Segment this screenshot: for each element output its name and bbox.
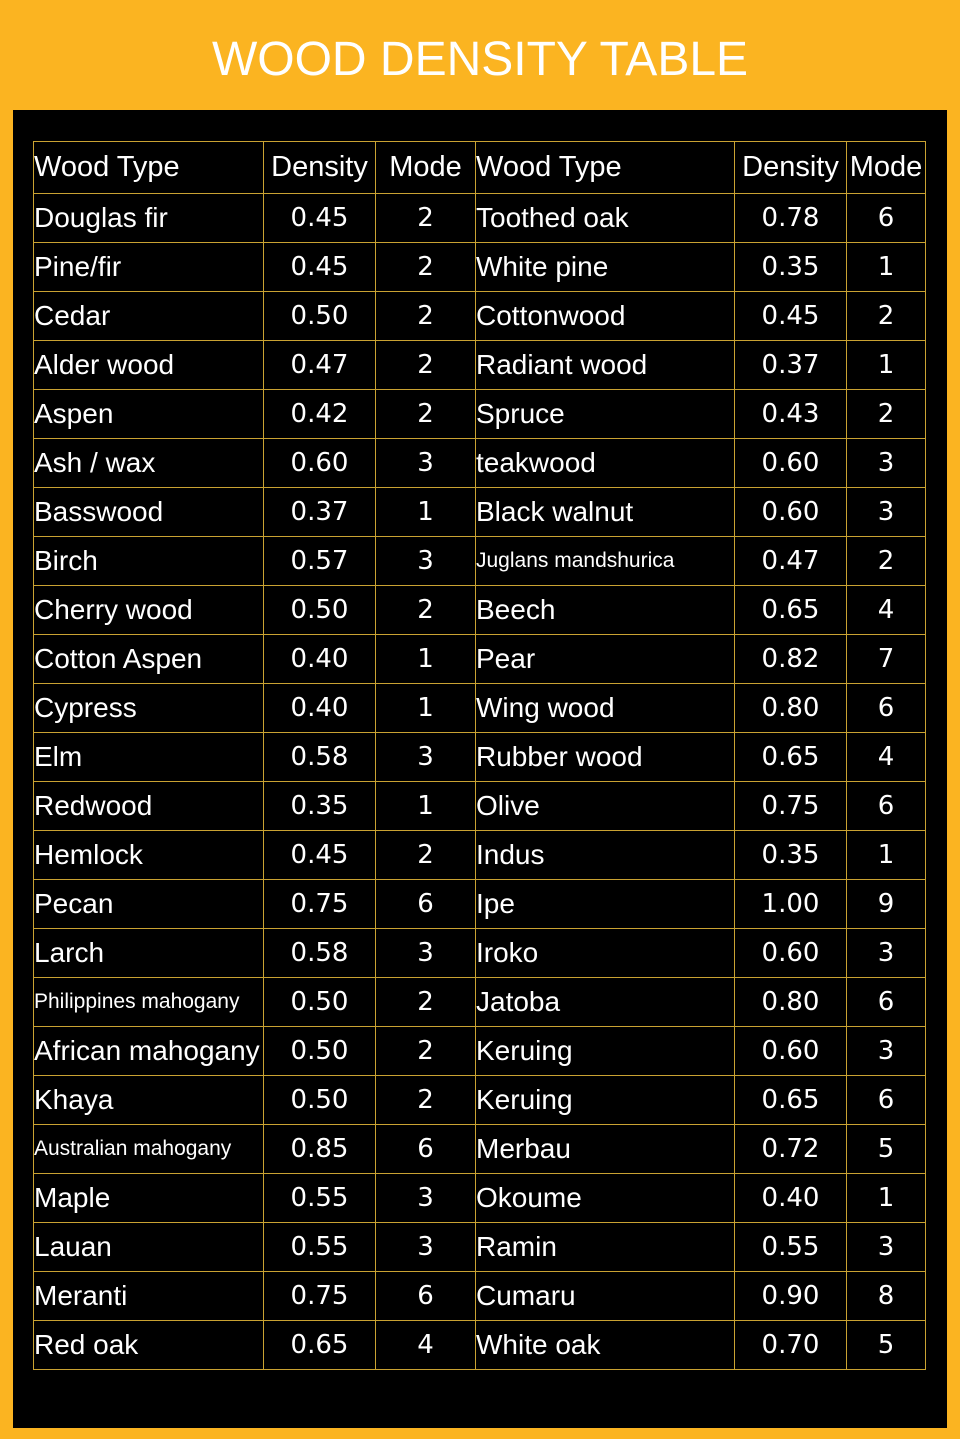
wood-type-cell: Philippines mahogany [34, 978, 264, 1027]
mode-cell: 2 [376, 341, 476, 390]
mode-cell: 6 [847, 978, 926, 1027]
header-mode: Mode [847, 142, 926, 194]
density-cell: 0.35 [735, 831, 847, 880]
mode-cell: 1 [847, 341, 926, 390]
density-cell: 0.57 [264, 537, 376, 586]
wood-type-cell: Cottonwood [476, 292, 735, 341]
mode-cell: 1 [847, 831, 926, 880]
table-row [34, 978, 926, 1027]
density-cell: 0.80 [735, 978, 847, 1027]
mode-cell: 2 [376, 243, 476, 292]
table-row [34, 733, 926, 782]
mode-cell: 3 [376, 929, 476, 978]
mode-cell: 3 [847, 439, 926, 488]
wood-density-table [33, 141, 926, 1370]
wood-type-cell: Alder wood [34, 341, 264, 390]
wood-type-cell: Pine/fir [34, 243, 264, 292]
wood-type-cell: Cotton Aspen [34, 635, 264, 684]
mode-cell: 1 [847, 1174, 926, 1223]
density-cell: 0.90 [735, 1272, 847, 1321]
table-row [34, 1272, 926, 1321]
wood-type-cell: Larch [34, 929, 264, 978]
density-cell: 0.60 [735, 488, 847, 537]
header-wood-type: Wood Type [34, 142, 264, 194]
mode-cell: 2 [847, 537, 926, 586]
mode-cell: 2 [847, 292, 926, 341]
wood-type-cell: Olive [476, 782, 735, 831]
mode-cell: 6 [376, 1125, 476, 1174]
mode-cell: 3 [847, 488, 926, 537]
density-cell: 0.50 [264, 1076, 376, 1125]
density-cell: 0.82 [735, 635, 847, 684]
header-mode: Mode [376, 142, 476, 194]
table-row [34, 929, 926, 978]
wood-type-cell: Basswood [34, 488, 264, 537]
wood-type-cell: Maple [34, 1174, 264, 1223]
header-density: Density [264, 142, 376, 194]
density-cell: 0.58 [264, 733, 376, 782]
table-row [34, 1027, 926, 1076]
wood-type-cell: Pecan [34, 880, 264, 929]
wood-type-cell: Meranti [34, 1272, 264, 1321]
mode-cell: 6 [847, 782, 926, 831]
density-cell: 0.65 [735, 1076, 847, 1125]
density-cell: 0.70 [735, 1321, 847, 1370]
mode-cell: 1 [376, 635, 476, 684]
density-cell: 0.45 [264, 243, 376, 292]
density-cell: 0.60 [735, 439, 847, 488]
density-cell: 0.75 [264, 880, 376, 929]
wood-type-cell: Cypress [34, 684, 264, 733]
mode-cell: 3 [847, 929, 926, 978]
density-cell: 0.80 [735, 684, 847, 733]
wood-type-cell: Cedar [34, 292, 264, 341]
wood-type-cell: Ramin [476, 1223, 735, 1272]
density-cell: 0.42 [264, 390, 376, 439]
wood-type-cell: Australian mahogany [34, 1125, 264, 1174]
mode-cell: 1 [376, 782, 476, 831]
mode-cell: 4 [847, 733, 926, 782]
wood-type-cell: Birch [34, 537, 264, 586]
density-cell: 0.45 [735, 292, 847, 341]
wood-type-cell: Keruing [476, 1027, 735, 1076]
table-row [34, 586, 926, 635]
density-cell: 0.35 [264, 782, 376, 831]
page-title: WOOD DENSITY TABLE [211, 33, 749, 86]
wood-type-cell: Red oak [34, 1321, 264, 1370]
mode-cell: 2 [376, 1027, 476, 1076]
table-row [34, 684, 926, 733]
density-cell: 0.65 [264, 1321, 376, 1370]
density-cell: 0.60 [264, 439, 376, 488]
density-cell: 0.47 [735, 537, 847, 586]
mode-cell: 3 [376, 439, 476, 488]
density-cell: 0.43 [735, 390, 847, 439]
density-cell: 0.60 [735, 929, 847, 978]
wood-type-cell: Pear [476, 635, 735, 684]
mode-cell: 9 [847, 880, 926, 929]
mode-cell: 3 [376, 1223, 476, 1272]
density-cell: 0.37 [735, 341, 847, 390]
mode-cell: 2 [376, 390, 476, 439]
mode-cell: 3 [847, 1223, 926, 1272]
density-cell: 0.50 [264, 1027, 376, 1076]
mode-cell: 6 [847, 194, 926, 243]
mode-cell: 2 [847, 390, 926, 439]
mode-cell: 3 [847, 1027, 926, 1076]
mode-cell: 2 [376, 292, 476, 341]
mode-cell: 3 [376, 1174, 476, 1223]
mode-cell: 7 [847, 635, 926, 684]
mode-cell: 8 [847, 1272, 926, 1321]
table-row [34, 488, 926, 537]
wood-type-cell: Cherry wood [34, 586, 264, 635]
table-row [34, 880, 926, 929]
wood-type-cell: Rubber wood [476, 733, 735, 782]
density-cell: 0.35 [735, 243, 847, 292]
density-cell: 0.58 [264, 929, 376, 978]
mode-cell: 3 [376, 733, 476, 782]
table-row [34, 341, 926, 390]
density-cell: 0.78 [735, 194, 847, 243]
density-cell: 0.45 [264, 194, 376, 243]
table-row [34, 1321, 926, 1370]
density-cell: 0.47 [264, 341, 376, 390]
density-cell: 0.40 [735, 1174, 847, 1223]
wood-type-cell: Hemlock [34, 831, 264, 880]
table-row [34, 1174, 926, 1223]
wood-type-cell: Toothed oak [476, 194, 735, 243]
density-cell: 0.85 [264, 1125, 376, 1174]
mode-cell: 6 [847, 684, 926, 733]
mode-cell: 5 [847, 1125, 926, 1174]
mode-cell: 3 [376, 537, 476, 586]
wood-type-cell: Redwood [34, 782, 264, 831]
table-row [34, 243, 926, 292]
wood-type-cell: Keruing [476, 1076, 735, 1125]
mode-cell: 2 [376, 1076, 476, 1125]
wood-type-cell: Black walnut [476, 488, 735, 537]
header-density: Density [735, 142, 847, 194]
table-row [34, 1125, 926, 1174]
wood-type-cell: Spruce [476, 390, 735, 439]
table-panel [13, 110, 947, 1428]
mode-cell: 2 [376, 194, 476, 243]
mode-cell: 1 [376, 488, 476, 537]
wood-type-cell: Ipe [476, 880, 735, 929]
wood-type-cell: Beech [476, 586, 735, 635]
wood-type-cell: Khaya [34, 1076, 264, 1125]
wood-type-cell: Merbau [476, 1125, 735, 1174]
header-wood-type: Wood Type [476, 142, 735, 194]
density-cell: 0.55 [264, 1223, 376, 1272]
density-cell: 0.55 [264, 1174, 376, 1223]
wood-type-cell: White pine [476, 243, 735, 292]
mode-cell: 6 [376, 880, 476, 929]
table-row [34, 439, 926, 488]
table-row [34, 635, 926, 684]
density-cell: 0.55 [735, 1223, 847, 1272]
table-row [34, 1076, 926, 1125]
mode-cell: 5 [847, 1321, 926, 1370]
wood-type-cell: Aspen [34, 390, 264, 439]
density-cell: 0.65 [735, 733, 847, 782]
density-cell: 0.50 [264, 978, 376, 1027]
wood-type-cell: Elm [34, 733, 264, 782]
wood-type-cell: Lauan [34, 1223, 264, 1272]
table-row [34, 292, 926, 341]
table-row [34, 194, 926, 243]
wood-type-cell: Wing wood [476, 684, 735, 733]
wood-type-cell: Ash / wax [34, 439, 264, 488]
density-cell: 0.45 [264, 831, 376, 880]
density-cell: 0.75 [735, 782, 847, 831]
density-cell: 0.40 [264, 635, 376, 684]
wood-type-cell: teakwood [476, 439, 735, 488]
density-cell: 0.60 [735, 1027, 847, 1076]
wood-type-cell: Indus [476, 831, 735, 880]
density-cell: 0.37 [264, 488, 376, 537]
density-cell: 0.40 [264, 684, 376, 733]
mode-cell: 6 [376, 1272, 476, 1321]
density-cell: 0.72 [735, 1125, 847, 1174]
wood-type-cell: African mahogany [34, 1027, 264, 1076]
wood-type-cell: White oak [476, 1321, 735, 1370]
density-cell: 1.00 [735, 880, 847, 929]
table-row [34, 390, 926, 439]
table-row [34, 831, 926, 880]
wood-type-cell: Iroko [476, 929, 735, 978]
mode-cell: 4 [376, 1321, 476, 1370]
mode-cell: 2 [376, 978, 476, 1027]
mode-cell: 2 [376, 831, 476, 880]
table-row [34, 537, 926, 586]
wood-type-cell: Cumaru [476, 1272, 735, 1321]
mode-cell: 2 [376, 586, 476, 635]
mode-cell: 4 [847, 586, 926, 635]
mode-cell: 1 [376, 684, 476, 733]
density-cell: 0.75 [264, 1272, 376, 1321]
table-row [34, 782, 926, 831]
mode-cell: 6 [847, 1076, 926, 1125]
wood-type-cell: Radiant wood [476, 341, 735, 390]
density-cell: 0.50 [264, 586, 376, 635]
density-cell: 0.65 [735, 586, 847, 635]
wood-type-cell: Jatoba [476, 978, 735, 1027]
mode-cell: 1 [847, 243, 926, 292]
wood-type-cell: Okoume [476, 1174, 735, 1223]
table-row [34, 1223, 926, 1272]
density-cell: 0.50 [264, 292, 376, 341]
wood-type-cell: Douglas fir [34, 194, 264, 243]
table-header-row [34, 142, 926, 194]
wood-type-cell: Juglans mandshurica [476, 537, 735, 586]
